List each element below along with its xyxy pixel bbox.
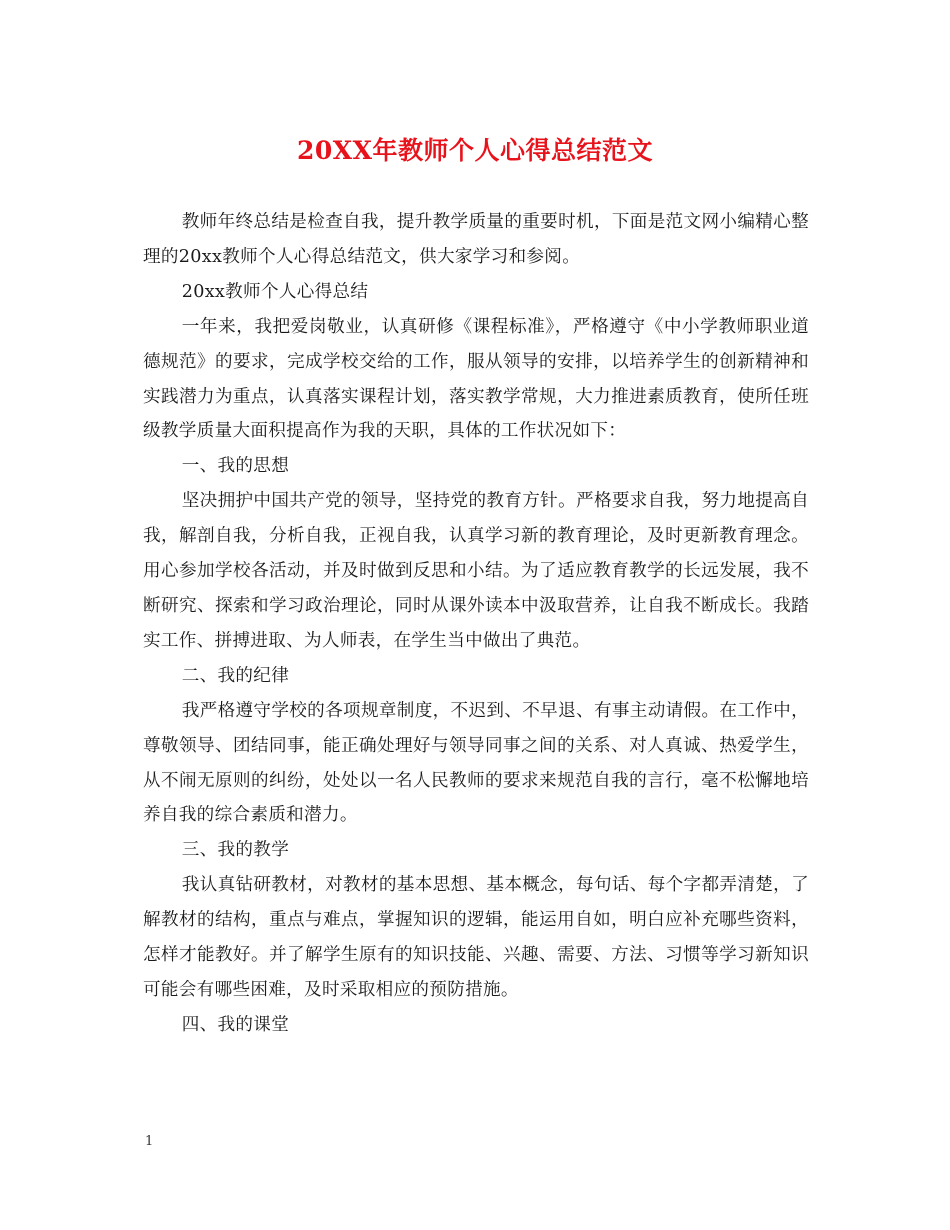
intro-paragraph: 教师年终总结是检查自我，提升教学质量的重要时机，下面是范文网小编精心整理的20xx教师个人心得总结范文，供大家学习和参阅。 (143, 212, 809, 267)
teaching-paragraph: 我认真钻研教材，对教材的基本思想、基本概念，每句话、每个字都弄清楚，了解教材的结构，重点与难点，掌握知识的逻辑，能运用自如，明白应补充哪些资料，怎样才能教好。并了解学生原有的知识技能、兴趣、需要、方法、习惯等学习新知识可能会有哪些困难，及时采取相应的预防措施。 (143, 875, 809, 1000)
thought-paragraph: 坚决拥护中国共产党的领导，坚持党的教育方针。严格要求自我，努力地提高自我，解剖自我，分析自我，正视自我，认真学习新的教育理论，及时更新教育理念。用心参加学校各活动，并及时做到反思和小结。为了适应教育教学的长远发展，我不断研究、探索和学习政治理论，同时从课外读本中汲取营养，让自我不断成长。我踏实工作、拼搏进取、为人师表，在学生当中做出了典范。 (143, 491, 809, 651)
section-heading-teaching: 三、我的教学 (181, 840, 290, 861)
subtitle-paragraph: 20xx教师个人心得总结 (181, 281, 369, 302)
section-heading-classroom: 四、我的课堂 (181, 1014, 290, 1035)
section-heading-discipline: 二、我的纪律 (181, 665, 290, 686)
overview-paragraph: 一年来，我把爱岗敬业，认真研修《课程标准》，严格遵守《中小学教师职业道德规范》的要求，完成学校交给的工作，服从领导的安排，以培养学生的创新精神和实践潜力为重点，认真落实课程计划，落实教学常规，大力推进素质教育，使所任班级教学质量大面积提高作为我的天职，具体的工作状况如下： (143, 316, 809, 442)
document-title: 20XX年教师个人心得总结范文 (296, 136, 654, 165)
discipline-paragraph: 我严格遵守学校的各项规章制度，不迟到、不早退、有事主动请假。在工作中，尊敬领导、团结同事，能正确处理好与领导同事之间的关系、对人真诚、热爱学生，从不闹无原则的纠纷，处处以一名人民教师的要求来规范自我的言行，毫不松懈地培养自我的综合素质和潜力。 (143, 700, 809, 826)
page-number: 1 (145, 1134, 154, 1149)
section-heading-thought: 一、我的思想 (181, 456, 290, 477)
document-body (143, 205, 809, 1043)
